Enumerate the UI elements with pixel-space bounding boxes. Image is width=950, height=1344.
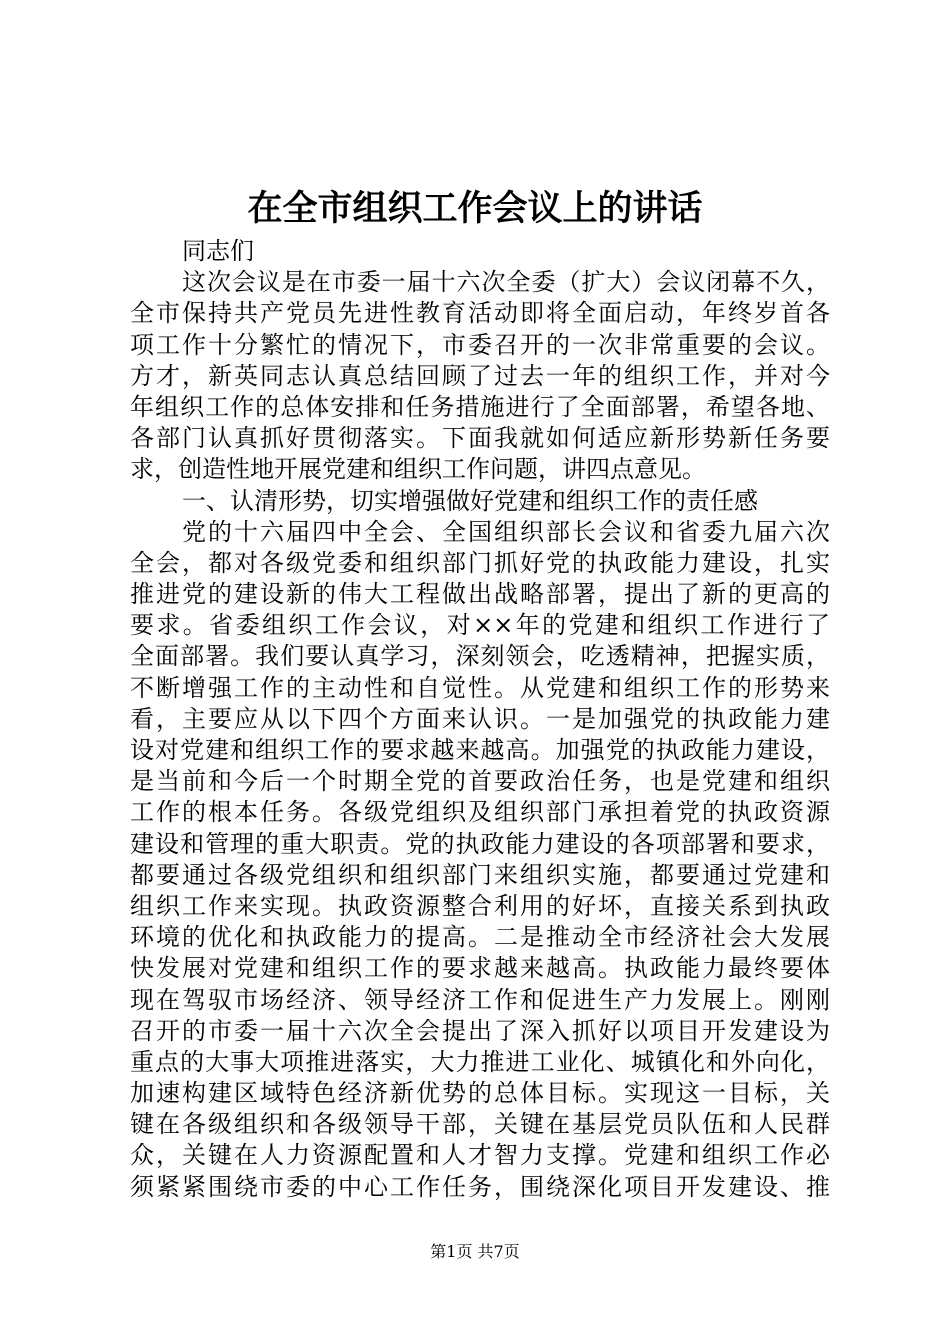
paragraph-line: 工作的根本任务。各级党组织及组织部门承担着党的执政资源 [130, 798, 830, 827]
paragraph-line: 重点的大事大项推进落实，大力推进工业化、城镇化和外向化， [130, 1047, 830, 1076]
page-number: 第1页 共7页 [430, 1242, 520, 1261]
paragraph-line: 组织工作来实现。执政资源整合利用的好坏，直接关系到执政 [130, 891, 830, 920]
paragraph-line: 建设和管理的重大职责。党的执政能力建设的各项部署和要求， [130, 829, 830, 858]
paragraph-line: 项工作十分繁忙的情况下，市委召开的一次非常重要的会议。 [130, 330, 830, 359]
paragraph-line: 全会，都对各级党委和组织部门抓好党的执政能力建设，扎实 [130, 548, 830, 577]
paragraph-line: 年组织工作的总体安排和任务措施进行了全面部署，希望各地、 [130, 392, 830, 421]
paragraph-line: 党的十六届四中全会、全国组织部长会议和省委九届六次 [182, 517, 830, 546]
paragraph-line: 不断增强工作的主动性和自觉性。从党建和组织工作的形势来 [130, 673, 830, 702]
paragraph-line: 快发展对党建和组织工作的要求越来越高。执政能力最终要体 [130, 954, 830, 983]
paragraph-line: 须紧紧围绕市委的中心工作任务，围绕深化项目开发建设、推 [130, 1172, 830, 1201]
paragraph-line: 键在各级组织和各级领导干部，关键在基层党员队伍和人民群 [130, 1110, 830, 1139]
document-body [130, 236, 830, 1203]
paragraph-line: 全面部署。我们要认真学习，深刻领会，吃透精神，把握实质， [130, 642, 830, 671]
paragraph-line: 是当前和今后一个时期全党的首要政治任务，也是党建和组织 [130, 767, 830, 796]
paragraph-line: 众，关键在人力资源配置和人才智力支撑。党建和组织工作必 [130, 1141, 830, 1170]
salutation: 同志们 [182, 237, 254, 265]
paragraph-line: 这次会议是在市委一届十六次全委（扩大）会议闭幕不久， [182, 268, 830, 297]
paragraph-line: 全市保持共产党员先进性教育活动即将全面启动，年终岁首各 [130, 299, 830, 328]
paragraph-line: 都要通过各级党组织和组织部门来组织实施，都要通过党建和 [130, 860, 830, 889]
paragraph-line: 看，主要应从以下四个方面来认识。一是加强党的执政能力建 [130, 704, 830, 733]
paragraph-line: 召开的市委一届十六次全会提出了深入抓好以项目开发建设为 [130, 1016, 830, 1045]
paragraph-line: 方才，新英同志认真总结回顾了过去一年的组织工作，并对今 [130, 361, 830, 390]
paragraph-line: 加速构建区域特色经济新优势的总体目标。实现这一目标，关 [130, 1079, 830, 1108]
section-heading: 一、认清形势，切实增强做好党建和组织工作的责任感 [182, 486, 758, 515]
paragraph-line: 设对党建和组织工作的要求越来越高。加强党的执政能力建设， [130, 736, 830, 764]
paragraph-line: 推进党的建设新的伟大工程做出战略部署，提出了新的更高的 [130, 580, 830, 609]
paragraph-line: 各部门认真抓好贯彻落实。下面我就如何适应新形势新任务要 [130, 424, 830, 453]
paragraph-line: 求，创造性地开展党建和组织工作问题，讲四点意见。 [130, 455, 706, 484]
document-title: 在全市组织工作会议上的讲话 [247, 188, 703, 229]
paragraph-line: 环境的优化和执政能力的提高。二是推动全市经济社会大发展 [130, 923, 830, 952]
paragraph-line: 现在驾驭市场经济、领导经济工作和促进生产力发展上。刚刚 [130, 985, 830, 1014]
paragraph-line: 要求。省委组织工作会议，对××年的党建和组织工作进行了 [130, 611, 830, 640]
